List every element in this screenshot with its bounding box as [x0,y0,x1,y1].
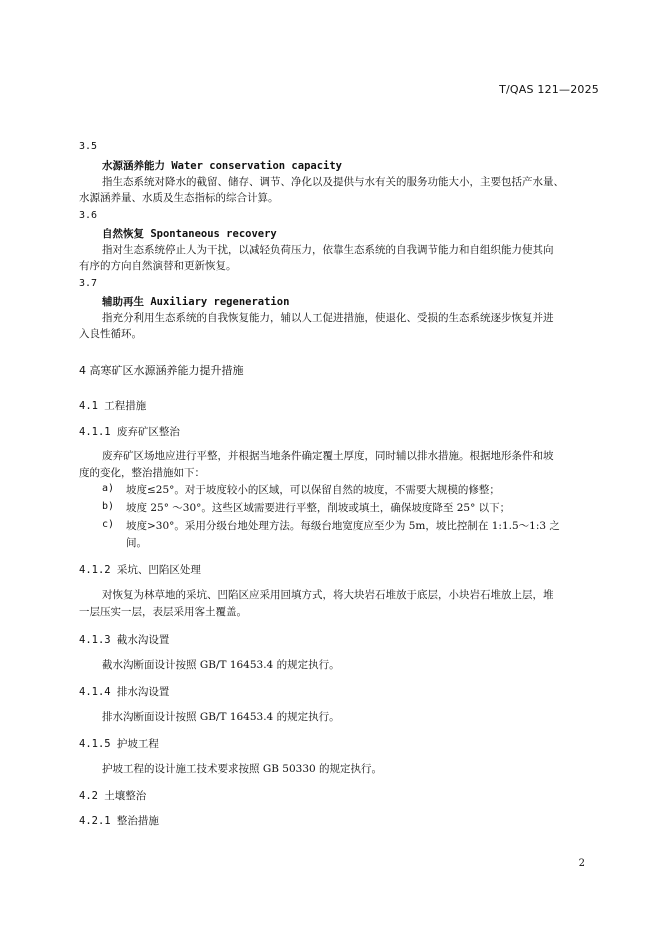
term-title: 辅助再生 Auxiliary regeneration [102,296,290,308]
paragraph-line: 排水沟断面设计按照 GB/T 16453.4 的规定执行。 [102,711,340,723]
subsection-heading: 4.1.4 排水沟设置 [79,686,170,698]
term-number: 3.5 [79,141,98,152]
paragraph-line: 截水沟断面设计按照 GB/T 16453.4 的规定执行。 [102,659,340,671]
term-definition-line: 指对生态系统停止人为干扰，以减轻负荷压力，依靠生态系统的自我调节能力和自组织能力使其向 [102,244,554,256]
subsection-heading: 4.1.5 护坡工程 [79,738,159,750]
paragraph-line: 护坡工程的设计施工技术要求按照 GB 50330 的规定执行。 [102,763,383,775]
term-number: 3.6 [79,210,98,221]
page-number: 2 [578,858,585,869]
paragraph-line: 度的变化，整治措施如下： [79,467,205,479]
term-definition-line: 水源涵养量、水质及生态指标的综合计算。 [79,192,279,204]
term-title: 自然恢复 Spontaneous recovery [102,228,277,240]
paragraph-line: 对恢复为林草地的采坑、凹陷区应采用回填方式，将大块岩石堆放于底层，小块岩石堆放上层，堆 [102,589,554,601]
term-definition-line: 入良性循环。 [79,328,142,340]
subsection-heading: 4.2 土壤整治 [79,790,147,802]
subsection-heading: 4.1.2 采坑、凹陷区处理 [79,564,201,576]
list-item: 坡度>30°。采用分级台地处理方法。每级台地宽度应至少为 5m，坡比控制在 1:1.5～1:3 之 [126,520,560,532]
list-item: 坡度≤25°。对于坡度较小的区域，可以保留自然的坡度，不需要大规模的修整； [126,484,500,496]
standard-code-header: T/QAS 121—2025 [499,83,599,96]
term-definition-line: 有序的方向自然演替和更新恢复。 [79,260,237,272]
term-definition-line: 指充分利用生态系统的自我恢复能力，辅以人工促进措施，使退化、受损的生态系统逐步恢复并进 [102,312,554,324]
term-title: 水源涵养能力 Water conservation capacity [102,160,343,172]
term-number: 3.7 [79,278,98,289]
paragraph-line: 一层压实一层，表层采用客土覆盖。 [79,606,247,618]
paragraph-line: 废弃矿区场地应进行平整，并根据当地条件确定覆土厚度，同时辅以排水措施。根据地形条件和坡 [102,450,554,462]
section-heading: 4 高寒矿区水源涵养能力提升措施 [79,364,244,377]
list-marker: c) [102,519,115,530]
subsection-heading: 4.1.3 截水沟设置 [79,634,170,646]
list-marker: a) [102,483,115,494]
list-item-continuation: 间。 [126,537,147,549]
subsection-heading: 4.1.1 废弃矿区整治 [79,426,180,438]
subsection-heading: 4.1 工程措施 [79,400,147,412]
list-marker: b) [102,501,115,512]
term-definition-line: 指生态系统对降水的截留、储存、调节、净化以及提供与水有关的服务功能大小，主要包括产水量、 [102,176,564,188]
subsection-heading: 4.2.1 整治措施 [79,815,159,827]
list-item: 坡度 25° ～30°。这些区域需要进行平整，削坡或填土，确保坡度降至 25° 以下； [126,502,511,514]
